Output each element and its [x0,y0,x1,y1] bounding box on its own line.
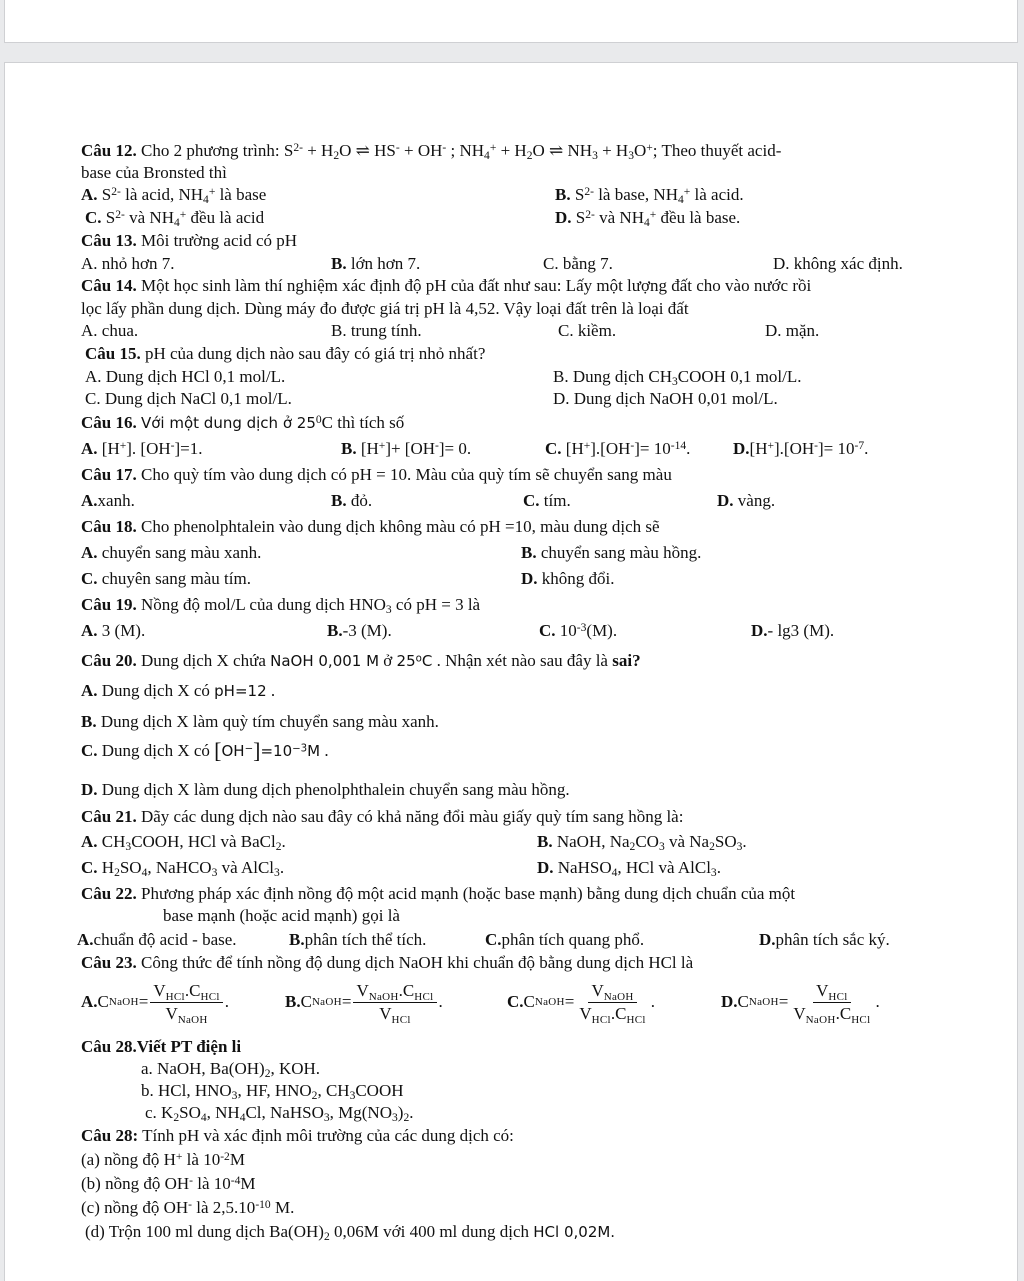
q17-option-c: C. tím. [523,491,571,510]
q28a-item-c: c. $K_2SO_4$, $NH_4Cl$, NaHSO$_3$, $Mg(NO_3)_2$. [145,1103,414,1124]
q12-stem: Câu 12. Cho 2 phương trình: $S^{2-} + H_2O$ ⇌ HS- + OH- ; $NH_4^+ + H_2O$ ⇌ $NH_3 + H_3O^+$; Theo thuyết acid- [81,140,782,162]
q15-stem: Câu 15. pH của dung dịch nào sau đây có giá trị nhỏ nhất? [85,344,486,363]
q14-stem-line2: lọc lấy phần dung dịch. Dùng máy đo được giá trị pH là 4,52. Vậy loại đất trên là loại đất [81,299,689,318]
q21-option-a: A. $CH_3COOH$, HCl và BaCl$_2$. [81,832,286,853]
q19-option-d: D.- lg3 (M). [751,621,835,640]
q28b-item-b: (b) nồng độ OH- là $10^{-4}M$ [81,1173,256,1193]
q20-stem: Câu 20. Dung dịch X chứa NaOH 0,001 M ở 25$^o$C . Nhận xét nào sau đây là sai? [81,651,641,670]
q16-option-a: A. [H+]. [OH-]=1. [81,438,203,458]
q15-option-a: A. Dung dịch HCl 0,1 mol/L. [85,367,286,386]
q22-stem-line2: base mạnh (hoặc acid mạnh) gọi là [163,906,400,925]
q20-option-a: A. Dung dịch X có pH=12 . [81,681,276,700]
q16-stem: Câu 16. Với một dung dịch ở $25^0C$ thì tích số [81,412,405,432]
q21-option-d: D. NaHSO$_4$, HCl và AlCl$_3$. [537,858,721,879]
q22-option-c: C.phân tích quang phổ. [485,930,645,949]
q18-option-a: A. chuyển sang màu xanh. [81,543,262,562]
q20-option-d: D. Dung dịch X làm dung dịch phenolphthalein chuyển sang màu hồng. [81,780,570,799]
q28b-item-c: (c) nồng độ OH- là $2,5.10^{-10}$ M. [81,1197,295,1217]
q12-option-d: D. $S^{2-}$ và $NH_4^+$ đều là base. [555,207,741,229]
q17-option-d: D. vàng. [717,491,776,510]
q22-stem: Câu 22. Phương pháp xác định nồng độ một acid mạnh (hoặc base mạnh) bằng dung dịch chuẩn của một [81,884,796,903]
q12-option-c: C. $S^{2-}$ và $NH_4^+$ đều là acid [85,207,265,229]
q28b-stem: Câu 28: Tính pH và xác định môi trường của các dung dịch có: [81,1126,514,1145]
q16-option-b: B. [H+]+ [OH-]= 0. [341,438,472,458]
q15-option-d: D. Dung dịch NaOH 0,01 mol/L. [553,389,778,408]
q13-option-a: A. nhỏ hơn 7. [81,254,175,273]
q14-option-c: C. kiềm. [558,321,617,340]
q19-option-b: B.-3 (M). [327,621,392,640]
q18-option-c: C. chuyên sang màu tím. [81,569,251,588]
q19-option-a: A. 3 (M). [81,621,146,640]
q14-option-b: B. trung tính. [331,321,422,340]
q17-option-b: B. đỏ. [331,491,373,510]
q14-stem: Câu 14. Một học sinh làm thí nghiệm xác định độ pH của đất như sau: Lấy một lượng đất cho vào nước rồi [81,276,812,295]
q18-option-d: D. không đổi. [521,569,615,588]
q22-option-d: D.phân tích sắc ký. [759,930,890,949]
q22-option-a: A.chuẩn độ acid - base. [77,930,237,949]
q13-option-b: B. lớn hơn 7. [331,254,421,273]
q19-option-c: C. $10^{-3}(M)$. [539,620,618,640]
q28a-title: Câu 28.Viết PT điện li [81,1037,242,1056]
q12-stem-line2: base của Bronsted thì [81,163,227,182]
q13-option-d: D. không xác định. [773,254,903,273]
q17-stem: Câu 17. Cho quỳ tím vào dung dịch có pH = 10. Màu của quỳ tím sẽ chuyển sang màu [81,465,672,484]
q15-option-b: B. Dung dịch $CH_3COOH$ 0,1 mol/L. [553,367,802,388]
q28b-item-a: (a) nồng độ H+ là $10^{-2}M$ [81,1149,245,1169]
q16-option-d: $D.[H^+].[OH^-]= 10^{-7}$. [733,438,869,458]
q12-option-b: B. $S^{2-}$ là base, $NH_4^+$ là acid. [555,184,744,206]
q18-stem: Câu 18. Cho phenolphtalein vào dung dịch không màu có pH =10, màu dung dịch sẽ [81,517,660,536]
q23-option-a: A. C NaOH = $\frac{V_{HCl}.C_{HCl}}{V_{NaOH}}$ . [81,980,230,1026]
q22-option-b: B.phân tích thể tích. [289,930,427,949]
q14-option-a: A. chua. [81,321,139,340]
document-page [4,62,1018,1281]
q23-option-c: C. C NaOH = $\frac{V_{NaOH}}{V_{HCl}.C_{HCl}}$ . [507,980,656,1026]
q21-option-b: B. NaOH, $Na_2CO_3$ và $Na_2SO_3$. [537,832,747,853]
q23-option-b: B. C NaOH = $\frac{V_{NaOH}.C_{HCl}}{V_{HCl}}$ . [285,980,443,1026]
q20-option-b: B. Dung dịch X làm quỳ tím chuyển sang màu xanh. [81,712,439,731]
q23-stem: Câu 23. Công thức để tính nồng độ dung dịch NaOH khi chuẩn độ bằng dung dịch HCl là [81,953,694,972]
q23-option-d: D. C NaOH = $\frac{V_{HCl}}{V_{NaOH}.C_{HCl}}$ . [721,980,880,1026]
q21-stem: Câu 21. Dãy các dung dịch nào sau đây có khả năng đổi màu giấy quỳ tím sang hồng là: [81,807,684,826]
q13-option-c: C. bằng 7. [543,254,613,273]
q28a-item-b: b. HCl, $HNO_3$, HF, $HNO_2$, $CH_3COOH$ [141,1081,404,1102]
q21-option-c: C. $H_2SO_4$, NaHCO$_3$ và AlCl$_3$. [81,858,285,879]
q14-option-d: D. mặn. [765,321,820,340]
q20-option-c: C. Dung dịch X có $[OH^-]=10^{-3}M$ . [81,738,329,763]
q19-stem: Câu 19. Nồng độ mol/L của dung dịch $HNO_3$ có pH = 3 là [81,595,481,616]
q18-option-b: B. chuyển sang màu hồng. [521,543,702,562]
q16-option-c: C. $[H^+].[OH^-]= 10^{-14}$. [545,438,691,458]
q12-option-a: A. $S^{2-}$ là acid, $NH_4^+$ là base [81,184,267,206]
q28a-item-a: a. NaOH, $Ba(OH)_2$, KOH. [141,1059,321,1080]
q28b-item-d: (d) Trộn 100 ml dung dịch $Ba(OH)_2$ 0,06M với 400 ml dung dịch HCl 0,02M. [85,1222,616,1243]
q17-option-a: A.xanh. [81,491,135,510]
q15-option-c: C. Dung dịch NaCl 0,1 mol/L. [85,389,292,408]
q13-stem: Câu 13. Môi trường acid có pH [81,231,298,250]
previous-page-fragment [4,0,1018,43]
